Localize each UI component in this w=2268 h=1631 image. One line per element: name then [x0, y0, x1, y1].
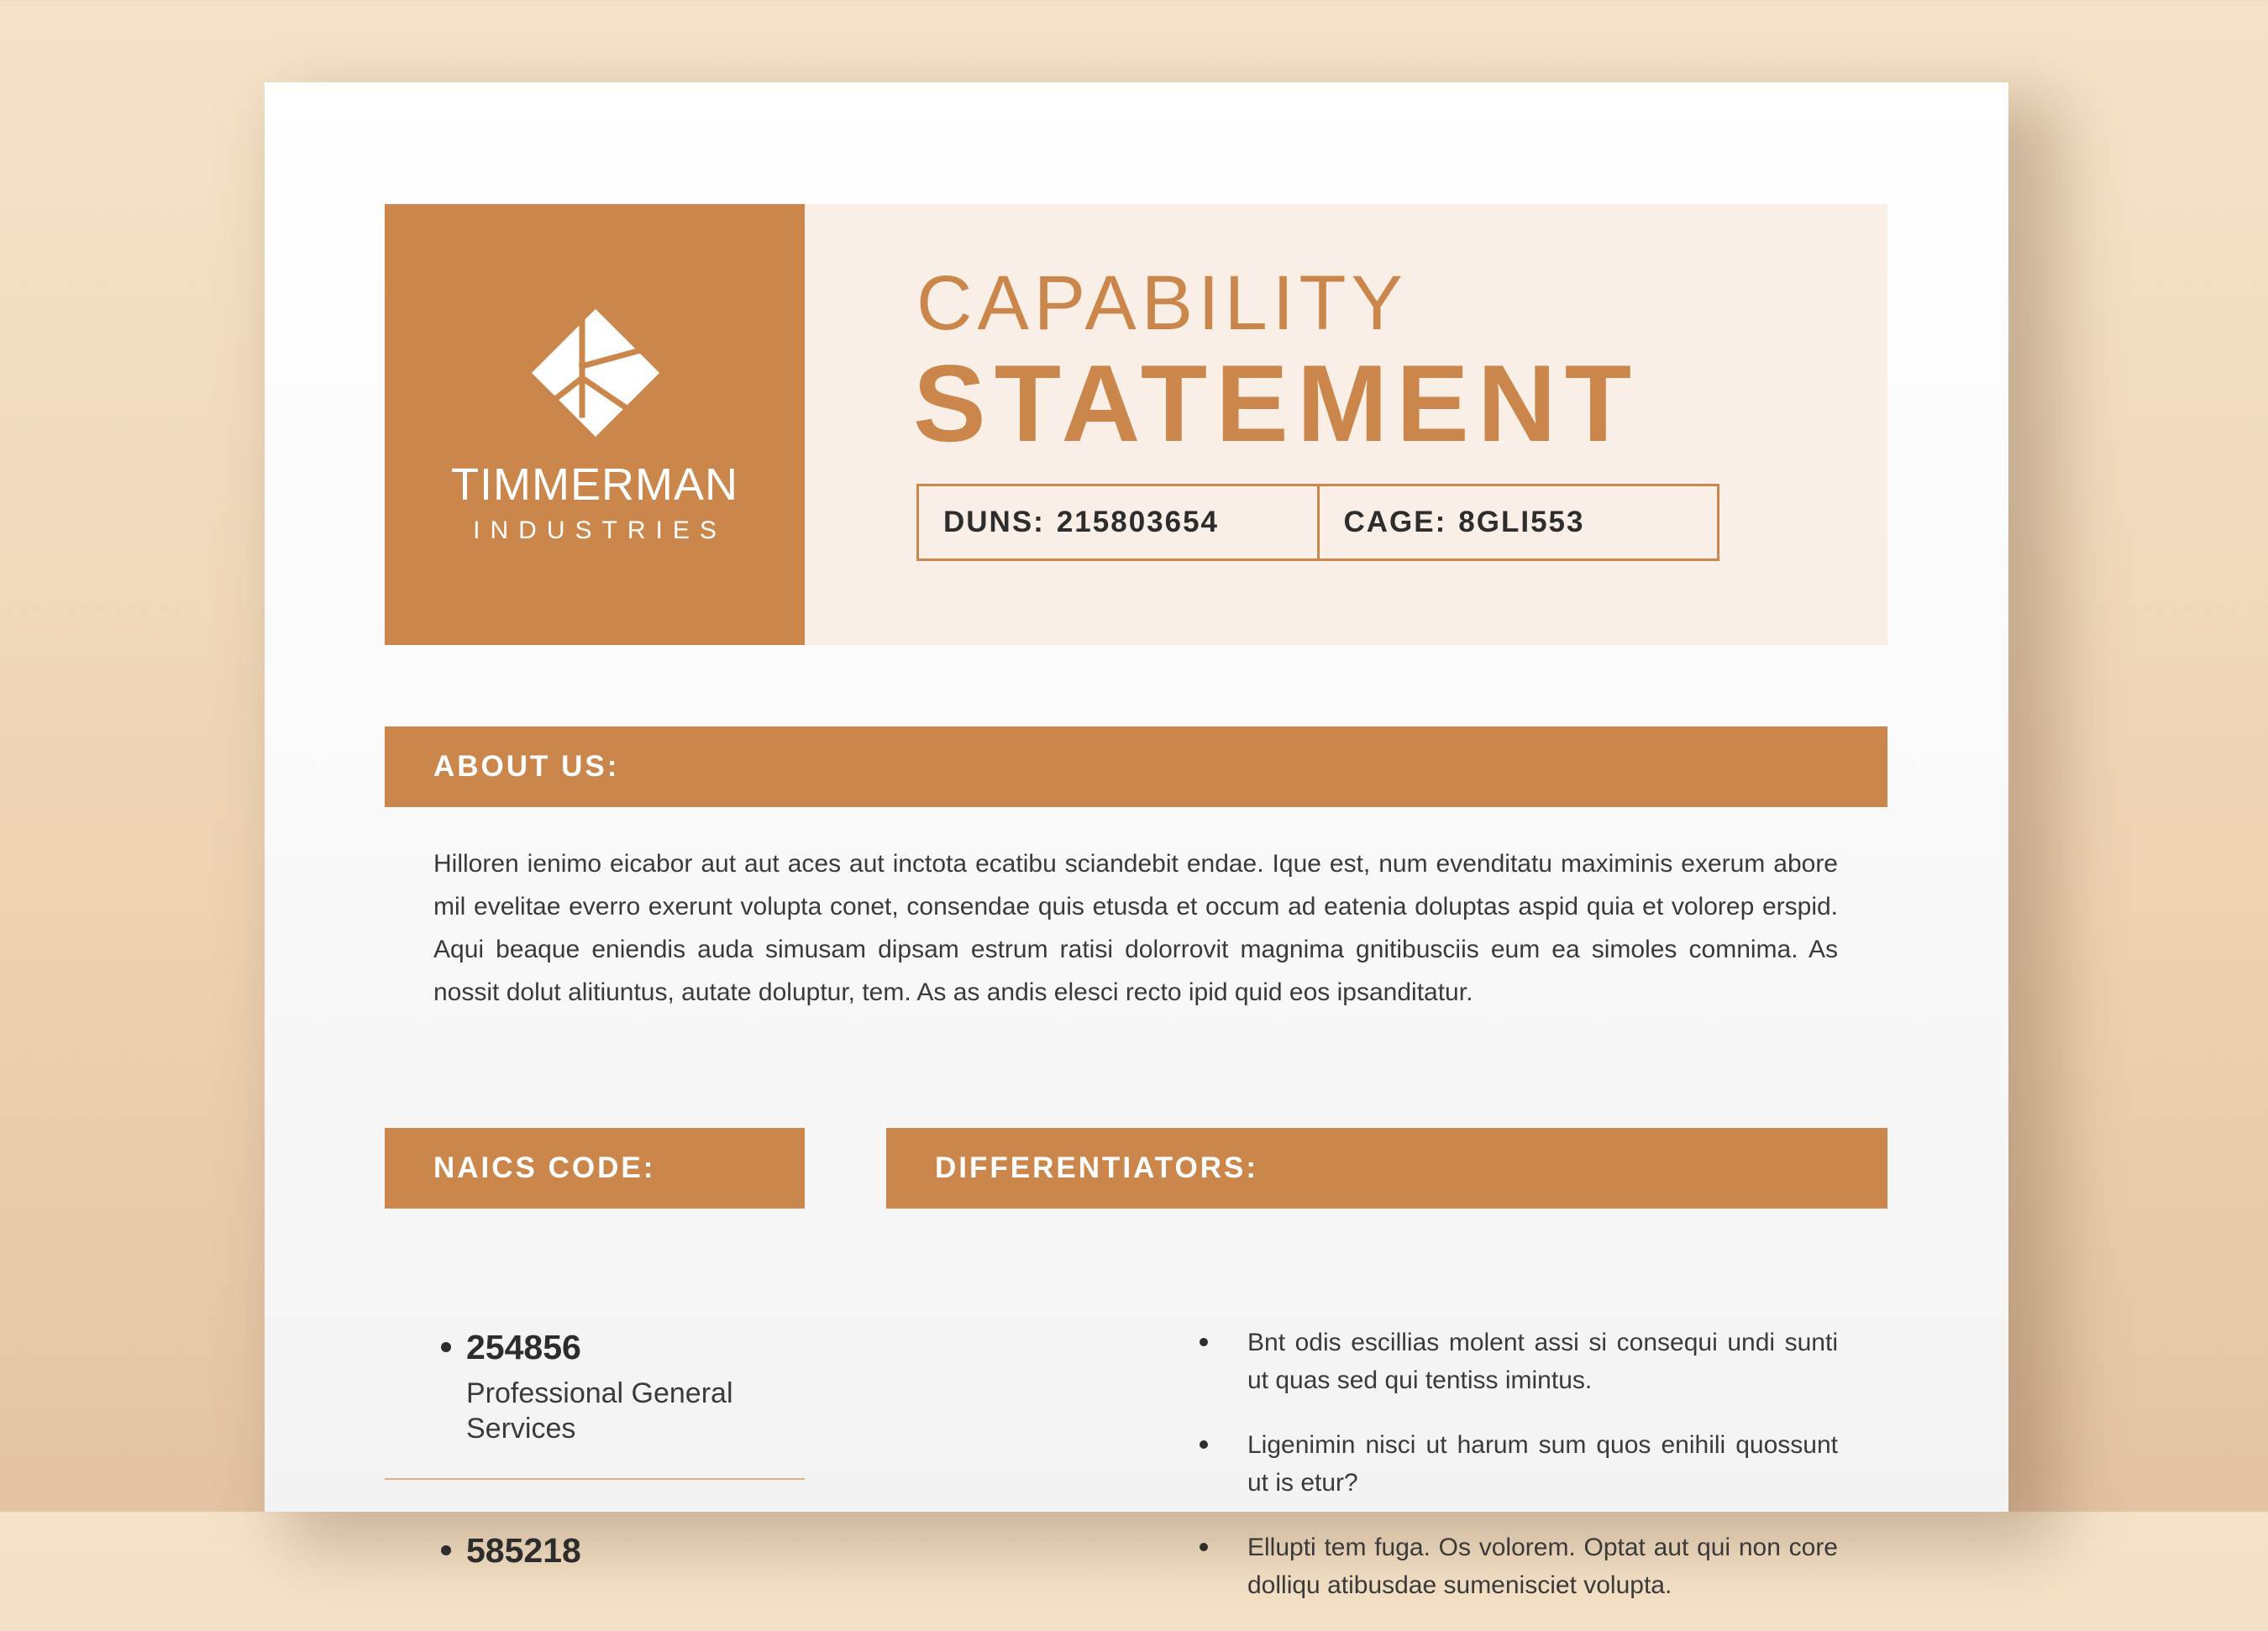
differentiator-text: Bnt odis escillias molent assi si consequi undi sunti ut quas sed qui tentiss imintus.: [1247, 1329, 1838, 1394]
about-heading: ABOUT US:: [385, 726, 1887, 807]
diamond-logo-icon: [530, 307, 661, 438]
bullet: [441, 1545, 451, 1555]
naics-heading: NAICS CODE:: [385, 1128, 805, 1209]
logo-block: [385, 204, 805, 645]
naics-code: 585218: [466, 1531, 581, 1570]
differentiators-heading: DIFFERENTIATORS:: [886, 1128, 1887, 1209]
company-subtitle: INDUSTRIES: [473, 517, 727, 544]
cage-cell: [1317, 486, 1718, 559]
differentiators-list: [1150, 1324, 1838, 1631]
naics-list: [385, 1325, 805, 1572]
cage-value: 8GLI553: [1458, 506, 1585, 538]
differentiator-text: Ellupti tem fuga. Os volorem. Optat aut qui non core dolliqu atibusdae sumenisciet volupta.: [1247, 1534, 1838, 1599]
header-banner: [385, 204, 1887, 645]
title-statement: STATEMENT: [913, 342, 1641, 464]
naics-item: [385, 1325, 805, 1446]
naics-code: 254856: [466, 1328, 581, 1366]
cage-label: CAGE:: [1343, 506, 1447, 538]
differentiator-text: Ligenimin nisci ut harum sum quos enihili quossunt ut is etur?: [1247, 1431, 1838, 1497]
list-item: [1150, 1529, 1838, 1604]
duns-cell: [919, 486, 1317, 559]
duns-label: DUNS:: [943, 506, 1045, 538]
duns-value: 215803654: [1056, 506, 1220, 538]
bullet: [1200, 1543, 1208, 1551]
capability-statement-page: [265, 82, 2008, 1599]
bullet: [1200, 1440, 1208, 1449]
title-capability: CAPABILITY: [916, 260, 1408, 346]
divider: [385, 1478, 805, 1480]
company-name: TIMMERMAN: [451, 459, 738, 510]
id-box: [916, 484, 1719, 561]
naics-item: [385, 1529, 805, 1572]
list-item: [1150, 1324, 1838, 1399]
bullet: [1200, 1338, 1208, 1346]
naics-description: Professional General Services: [466, 1377, 733, 1445]
list-item: [1150, 1426, 1838, 1502]
bullet: [441, 1342, 451, 1352]
about-text: Hilloren ienimo eicabor aut aut aces aut inctota ecatibu sciandebit endae. Ique est, num evenditatu maximinis exerum abore mil evelitae everro exerunt volupta conet, consendae quis etusda et occum ad eatenia doluptas aspid quia et volorep erspid. Aqui beaque eniendis auda simusam dipsam estrum ratisi dolorrovit magnima gnitibusciis eum ea simoles comnima. As nossit dolut alitiuntus, autate doluptur, tem. As as andis elesci recto ipid quid eos ipsanditatur.: [433, 850, 1838, 1006]
